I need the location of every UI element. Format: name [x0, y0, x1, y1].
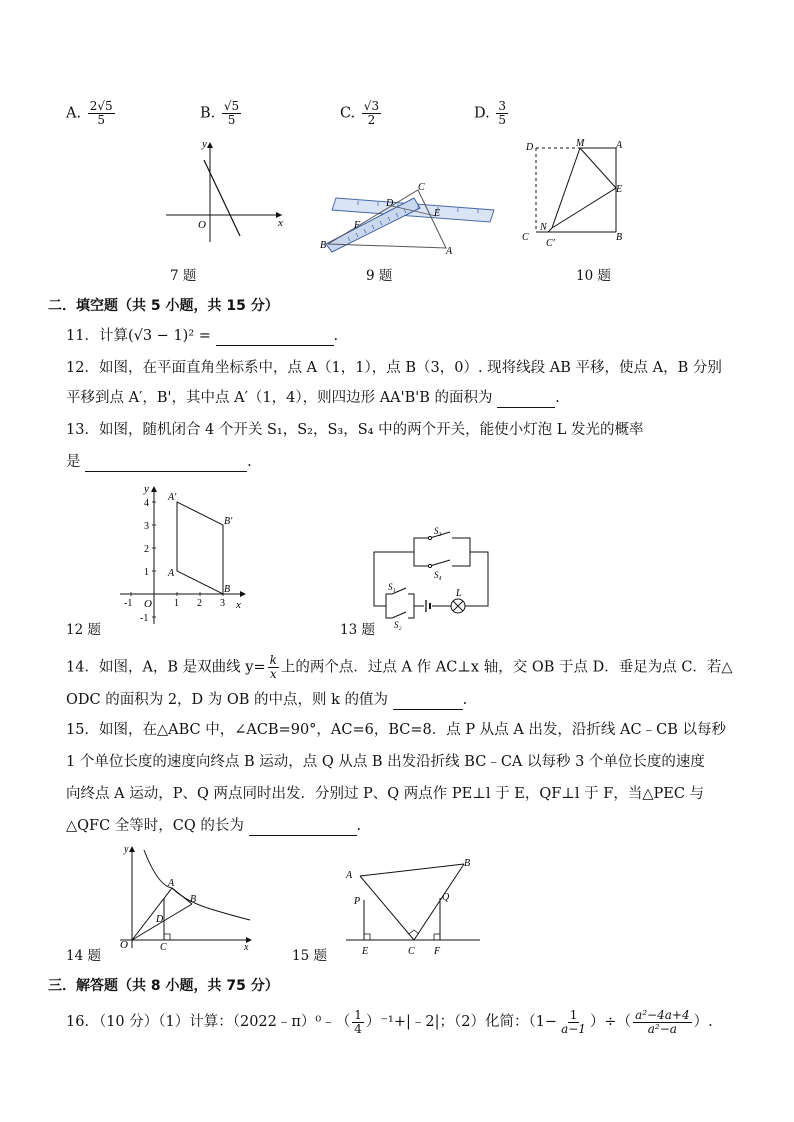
fig12-ytick-4: 4 — [144, 498, 149, 509]
question-16: 16．（10 分）（1）计算：（2022﹣π）⁰﹣（ $\frac{1}{4}$ ）⁻¹+|﹣2|；（2）化简：（1− $\frac{1}{a-1}$ ）÷（ $\frac{\text{a²−4a+4}}{\text{a²−a}}$ ）. — [66, 1007, 713, 1036]
fig10-label-n: N — [540, 222, 547, 233]
fig10-caption: 10 题 — [576, 268, 611, 284]
option-a: A. $\frac{2√5}{5}$ — [66, 99, 113, 127]
fig12-xtick-2: 2 — [197, 598, 202, 609]
fig15-label-a: A — [346, 870, 353, 881]
fig15-label-b: B — [464, 858, 471, 869]
segment-ac — [360, 876, 414, 940]
fig13-caption: 13 题 — [340, 622, 375, 638]
q12-answer-blank[interactable] — [497, 391, 555, 408]
right-angle-e — [364, 934, 370, 940]
fig12-label-a: A — [168, 568, 175, 579]
fig13-label-s1: S₁ — [388, 582, 396, 592]
fig14-label-d: D — [156, 914, 164, 925]
fig14-right-angle — [164, 934, 170, 940]
question-15-line3: 向终点 A 运动，P、Q 两点同时出发．分别过 P、Q 两点作 PE⊥l 于 E，QF⊥l 于 F，当△PEC 与 — [66, 786, 705, 802]
segment-oa — [132, 888, 172, 940]
answer-options — [66, 100, 546, 136]
fig12-label-b-prime: B′ — [224, 516, 233, 527]
fig15-caption: 15 题 — [292, 948, 327, 964]
section-fill-in: 二．填空题（共 5 小题，共 15 分） — [48, 298, 279, 314]
question-13-line2: 是 . — [66, 454, 252, 470]
fig14-y-arrow — [129, 846, 135, 852]
fig12-origin: O — [144, 598, 152, 610]
fig10-label-c-prime: C′ — [546, 238, 555, 249]
fig15-label-p: P — [354, 896, 361, 907]
fig7-y-label: y — [202, 138, 207, 150]
fig13-label-s3: S₃ — [434, 526, 442, 536]
line-graph — [204, 160, 240, 236]
section-solve: 三．解答题（共 8 小题，共 75 分） — [48, 978, 279, 994]
fig10-label-c: C — [522, 232, 529, 243]
fig9-label-b: B — [320, 240, 327, 251]
segment-ab — [360, 864, 464, 876]
fig13-label-l: L — [456, 588, 462, 599]
fig9-label-e: E — [434, 208, 441, 219]
fig12-ytick-1: 1 — [144, 567, 149, 578]
fig9-label-c: C — [418, 182, 425, 193]
fig13-label-s2: S₂ — [394, 620, 402, 630]
fig12-x-arrow — [240, 591, 246, 597]
fig12-ytick-3: 3 — [144, 521, 149, 532]
fig14-y-label: y — [124, 844, 129, 855]
fold-triangle — [552, 148, 616, 228]
fig12-label-b: B — [224, 584, 231, 595]
fig9-label-f: F — [354, 220, 361, 231]
figure-7 — [160, 138, 290, 248]
option-d: D. $\frac{3}{5}$ — [474, 99, 506, 127]
fig12-xtick-neg1: -1 — [124, 598, 133, 609]
question-15-line4: △QFC 全等时，CQ 的长为 . — [66, 818, 362, 834]
fig7-x-label: x — [278, 217, 283, 229]
question-11: 11．计算(√3 − 1)² = . — [66, 328, 339, 344]
s4-contact — [428, 564, 431, 567]
fig14-origin: O — [120, 939, 128, 951]
fig7-origin: O — [198, 219, 206, 231]
option-c: C. $\frac{√3}{2}$ — [340, 99, 380, 127]
fig10-label-a: A — [616, 140, 623, 151]
fig12-xtick-3: 3 — [220, 598, 225, 609]
question-15-line1: 15．如图，在△ABC 中，∠ACB=90°，AC=6，BC=8．点 P 从点 A 出发，沿折线 AC﹣CB 以每秒 — [66, 722, 726, 738]
fig10-label-b: B — [616, 232, 623, 243]
fig15-label-e: E — [362, 946, 369, 957]
question-12-line1: 12．如图，在平面直角坐标系中，点 A（1，1），点 B（3，0）. 现将线段 AB 平移，使点 A，B 分别 — [66, 360, 722, 376]
figure-15 — [336, 856, 486, 960]
question-15-line2: 1 个单位长度的速度向终点 B 运动，点 Q 从点 B 出发沿折线 BC﹣CA 以每秒 3 个单位长度的速度 — [66, 754, 705, 770]
fig10-label-e: E — [616, 184, 623, 195]
fig7-caption: 7 题 — [170, 268, 197, 284]
fig10-label-d: D — [526, 142, 534, 153]
figure-9 — [318, 180, 498, 256]
fig14-caption: 14 题 — [66, 948, 101, 964]
option-b: B. $\frac{√5}{5}$ — [200, 99, 240, 127]
question-13-line1: 13．如图，随机闭合 4 个开关 S₁，S₂，S₃，S₄ 中的两个开关，能使小灯泡 L 发光的概率 — [66, 422, 644, 438]
fig15-label-f: F — [434, 946, 441, 957]
question-12-line2: 平移到点 A′，B'，其中点 A′（1，4），则四边形 AA'B'B 的面积为 . — [66, 390, 560, 406]
q15-answer-blank[interactable] — [249, 819, 357, 836]
s3-contact — [428, 536, 431, 539]
segment-cb — [414, 864, 464, 940]
fig12-x-label: x — [236, 599, 241, 611]
fig9-label-a: A — [446, 246, 453, 256]
q13-answer-blank[interactable] — [85, 455, 247, 472]
fig12-y-arrow — [151, 486, 157, 492]
fig14-label-a: A — [168, 878, 175, 889]
fig12-caption: 12 题 — [66, 622, 101, 638]
figure-10 — [518, 136, 628, 250]
fig12-y-label: y — [144, 483, 149, 495]
fig12-label-a-prime: A′ — [168, 492, 177, 503]
figure-13 — [366, 520, 496, 632]
fig14-label-b: B — [190, 894, 197, 905]
segment-nc — [548, 228, 552, 232]
fig12-ytick-neg1: -1 — [140, 613, 149, 624]
q14-answer-blank[interactable] — [393, 693, 463, 710]
circuit-parallel-s3s4 — [414, 538, 470, 566]
fig14-x-label: x — [244, 942, 249, 952]
fig12-ytick-2: 2 — [144, 544, 149, 555]
fig15-label-q: Q — [442, 892, 450, 903]
y-axis-arrow — [207, 142, 213, 148]
fig12-xtick-1: 1 — [174, 598, 179, 609]
question-14-line1: 14．如图，A，B 是双曲线 y= $\frac{k}{x}$ 上的两个点．过点 A 作 AC⊥x 轴，交 OB 于点 D．垂足为点 C．若△ — [66, 653, 733, 681]
fig9-label-d: D — [386, 198, 394, 209]
fig13-label-s4: S₄ — [434, 570, 442, 580]
figure-12 — [112, 480, 252, 630]
right-angle-c — [409, 930, 419, 934]
segment-ab — [172, 888, 192, 904]
parallelogram-aabb — [177, 502, 223, 594]
fig9-caption: 9 题 — [366, 268, 393, 284]
question-14-line2: ODC 的面积为 2，D 为 OB 的中点，则 k 的值为 . — [66, 692, 468, 708]
q11-answer-blank[interactable] — [216, 329, 334, 346]
fig15-label-c: C — [408, 946, 415, 957]
figure-14 — [114, 842, 258, 952]
fig10-label-m: M — [576, 138, 585, 149]
fig14-label-c: C — [160, 942, 167, 952]
hyperbola-curve — [144, 850, 250, 920]
